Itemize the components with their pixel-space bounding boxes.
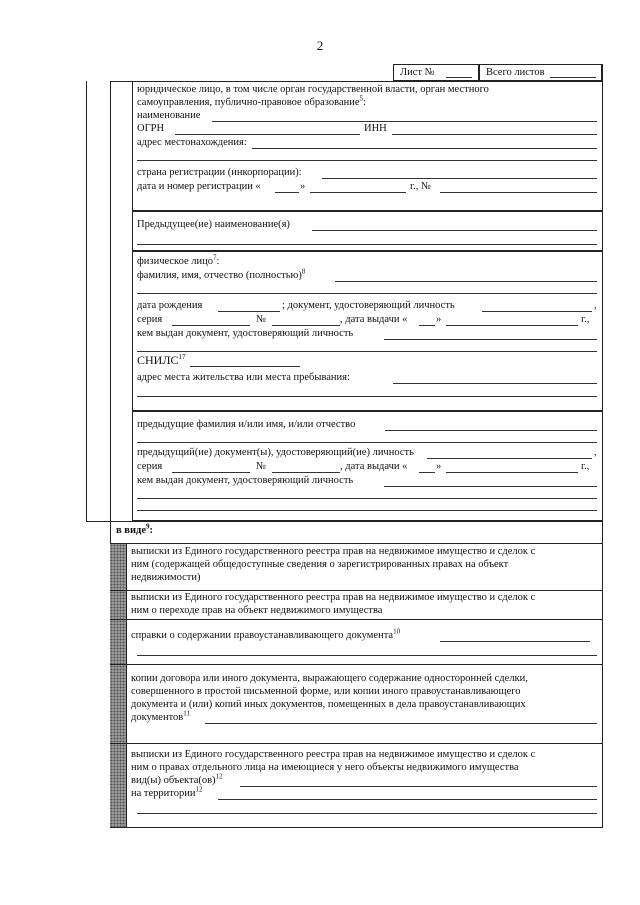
reg-mid: »: [300, 181, 306, 192]
issued-by-label: кем выдан документ, удостоверяющий личность: [137, 328, 354, 339]
prev-issue-mid: »: [436, 461, 442, 472]
fio-field-1[interactable]: [335, 281, 597, 282]
snils-field[interactable]: [190, 366, 300, 367]
prev-number-field[interactable]: [272, 472, 340, 473]
frame-left-outer: [86, 81, 87, 521]
residence-field-2[interactable]: [137, 396, 597, 397]
form-type-right-line: [602, 521, 603, 827]
prev-docs-label: предыдущий(ие) документ(ы), удостоверяющий(ие) личность: [137, 447, 414, 458]
option3-divider: [110, 664, 603, 665]
prev-issue-day-field[interactable]: [419, 472, 435, 473]
option1-checkbox[interactable]: [110, 544, 126, 590]
option5-line3: вид(ы) объекта(ов)$^{12}$: [131, 772, 223, 786]
option4-line4: документов$^{11}$: [131, 709, 190, 723]
doc-label: ; документ, удостоверяющий личность: [282, 300, 455, 311]
option5-object-field[interactable]: [240, 786, 597, 787]
ogrn-label: ОГРН: [137, 123, 165, 134]
residence-field-1[interactable]: [393, 383, 597, 384]
total-sheets-label: Всего листов: [486, 67, 545, 78]
issue-mid: »: [436, 314, 442, 325]
option5-territory-field-1[interactable]: [218, 799, 597, 800]
option3-checkbox[interactable]: [110, 620, 126, 664]
option4-line1: копии договора или иного документа, выражающего содержание односторонней сделки,: [131, 673, 528, 684]
legal-entity-intro-line2: самоуправления, публично-правовое образование$^5$:: [137, 94, 366, 108]
option5-checkbox[interactable]: [110, 744, 126, 827]
country-field[interactable]: [322, 178, 597, 179]
prev-issued-by-field-3[interactable]: [137, 510, 597, 511]
issue-date-label: , дата выдачи «: [340, 314, 408, 325]
snils-label: СНИЛС$^{17}$: [137, 353, 186, 367]
reg-month-field[interactable]: [310, 192, 406, 193]
number-field[interactable]: [272, 325, 340, 326]
option1-line2: ним (содержащей общедоступные сведения о зарегистрированных правах на объект: [131, 559, 509, 570]
sheet-number-box: [393, 64, 479, 81]
page-number: 2: [316, 38, 324, 53]
prev-fio-field-2[interactable]: [137, 442, 597, 443]
reg-year-label: г., №: [410, 181, 432, 192]
option2-line1: выписки из Единого государственного реестра прав на недвижимое имущество и сделок с: [131, 592, 536, 603]
option4-line3: документа и (или) копий иных документов, помещенных в дела правоустанавливающих: [131, 699, 526, 710]
issue-day-field[interactable]: [419, 325, 435, 326]
prev-number-label: №: [256, 461, 267, 472]
series-field[interactable]: [172, 325, 250, 326]
sheet-number-field[interactable]: [446, 77, 472, 78]
reg-day-field[interactable]: [275, 192, 299, 193]
option1-line1: выписки из Единого государственного реестра прав на недвижимое имущество и сделок с: [131, 546, 536, 557]
option5-line4: на территории$^{12}$: [131, 785, 203, 799]
option2-divider: [110, 619, 603, 620]
total-sheets-box: [479, 64, 602, 81]
option4-checkbox[interactable]: [110, 665, 126, 743]
prev-issued-by-label: кем выдан документ, удостоверяющий личность: [137, 475, 354, 486]
previous-names-label: Предыдущее(ие) наименование(я): [137, 219, 290, 230]
address-label: адрес местонахождения:: [137, 137, 247, 148]
fio-label: фамилия, имя, отчество (полностью)$^8$: [137, 267, 306, 281]
inn-field[interactable]: [392, 134, 597, 135]
birth-label: дата рождения: [137, 300, 203, 311]
prev-docs-comma: ,: [594, 447, 597, 458]
fio-field-2[interactable]: [137, 293, 597, 294]
reg-date-label: дата и номер регистрации «: [137, 181, 261, 192]
legal-entity-intro-line1: юридическое лицо, в том числе орган государственной власти, орган местного: [137, 84, 489, 95]
option3-label: справки о содержании правоустанавливающего документа$^{10}$: [131, 627, 401, 641]
option3-field-1[interactable]: [440, 641, 590, 642]
residence-label: адрес места жительства или места пребывания:: [137, 372, 350, 383]
birth-field[interactable]: [218, 311, 280, 312]
frame-left-inner: [110, 81, 111, 521]
prev-issued-by-field-1[interactable]: [384, 486, 597, 487]
prev-issue-month-field[interactable]: [446, 472, 578, 473]
option5-line2: ним о правах отдельного лица на имеющиеся у него объекты недвижимого имущества: [131, 762, 519, 773]
issued-by-field-1[interactable]: [384, 339, 597, 340]
address-field-2[interactable]: [137, 160, 597, 161]
prev-fio-label: предыдущие фамилия и/или имя, и/или отчество: [137, 419, 356, 430]
country-label: страна регистрации (инкорпорации):: [137, 167, 302, 178]
doc-comma: ,: [594, 300, 597, 311]
name-label: наименование: [137, 110, 201, 121]
option1-line3: недвижимости): [131, 572, 201, 583]
option4-divider: [110, 743, 603, 744]
ogrn-field[interactable]: [175, 134, 360, 135]
name-field[interactable]: [212, 121, 597, 122]
option5-territory-field-2[interactable]: [137, 813, 597, 814]
inn-label: ИНН: [364, 123, 387, 134]
form-type-divider: [110, 543, 603, 544]
number-label: №: [256, 314, 267, 325]
doc-field[interactable]: [482, 311, 592, 312]
prev-issue-date-label: , дата выдачи «: [340, 461, 408, 472]
reg-number-field[interactable]: [440, 192, 597, 193]
address-field-1[interactable]: [252, 148, 597, 149]
prev-docs-field[interactable]: [427, 458, 592, 459]
prev-series-label: серия: [137, 461, 163, 472]
prev-issued-by-field-2[interactable]: [137, 498, 597, 499]
issued-by-field-2[interactable]: [137, 351, 597, 352]
issue-year: г.,: [581, 314, 590, 325]
previous-names-field-1[interactable]: [312, 230, 597, 231]
individual-intro: физическое лицо$^7$:: [137, 253, 220, 267]
issue-month-field[interactable]: [446, 325, 578, 326]
option2-checkbox[interactable]: [110, 591, 126, 619]
options-inner-line: [126, 543, 127, 827]
form-type-bottom-line: [110, 827, 603, 828]
total-sheets-field[interactable]: [550, 77, 596, 78]
option5-line1: выписки из Единого государственного реестра прав на недвижимое имущество и сделок с: [131, 749, 536, 760]
prev-issue-year: г.,: [581, 461, 590, 472]
form-type-label: в виде$^9$:: [116, 522, 153, 536]
option3-field-2[interactable]: [137, 655, 597, 656]
sheet-number-label: Лист №: [400, 67, 435, 78]
option4-line2: совершенного в простой письменной форме, или копии иного правоустанавливающего: [131, 686, 521, 697]
prev-series-field[interactable]: [172, 472, 250, 473]
option2-line2: ним о переходе прав на объект недвижимого имущества: [131, 605, 383, 616]
series-label: серия: [137, 314, 163, 325]
previous-names-field-2[interactable]: [137, 244, 597, 245]
option1-divider: [110, 590, 603, 591]
option4-field[interactable]: [205, 723, 597, 724]
prev-fio-field-1[interactable]: [385, 430, 597, 431]
